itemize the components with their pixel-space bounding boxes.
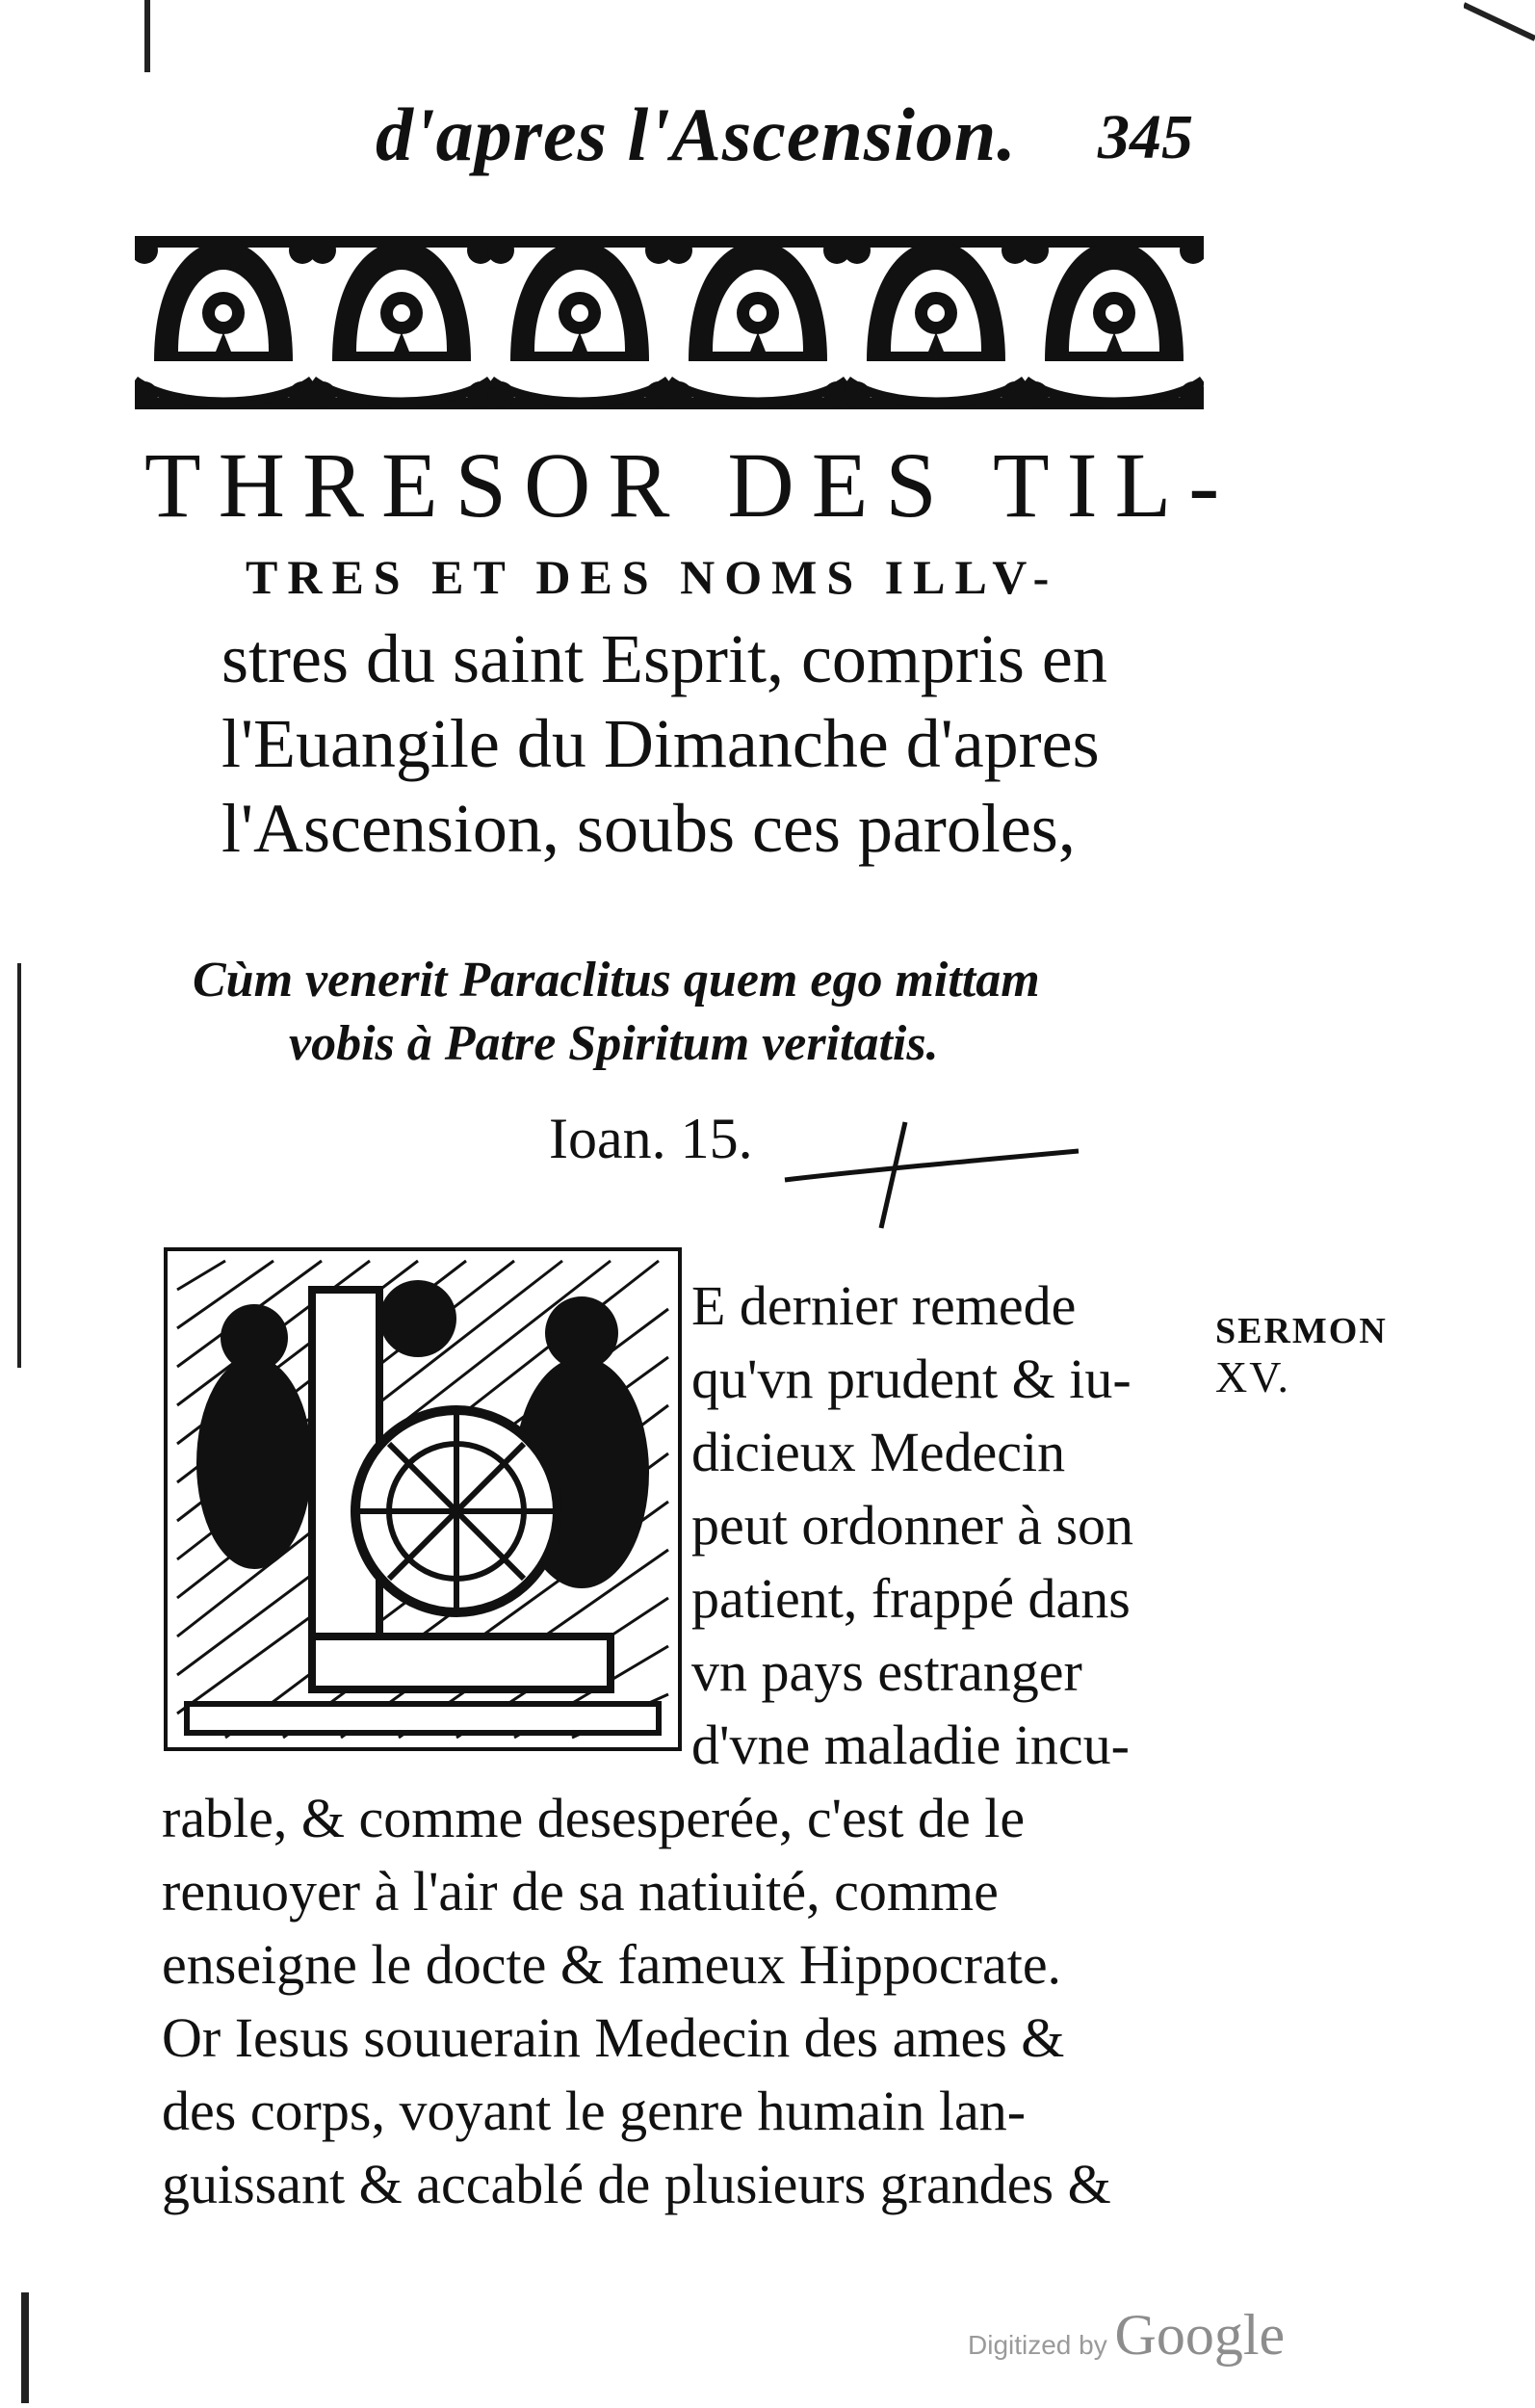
body-line: dicieux Medecin [691, 1421, 1066, 1483]
digitized-by-google-watermark [968, 2302, 1285, 2369]
body-line: rable, & comme desesperée, c'est de le [162, 1787, 1026, 1849]
title-line-1: THRESOR DES TIL- [144, 433, 1237, 537]
scan-edge-bottom-left [21, 2292, 29, 2403]
google-wordmark: Google [1114, 2303, 1286, 2367]
body-line: qu'vn prudent & iu- [691, 1348, 1132, 1410]
scan-corner-top-right [1464, 0, 1535, 58]
body-line: enseigne le docte & fameux Hippocrate. [162, 1933, 1062, 1996]
scan-edge-top-left [144, 0, 150, 72]
body-line: E dernier remede [691, 1274, 1077, 1337]
running-head: d'apres l'Ascension. [376, 92, 1017, 176]
handwritten-strike-mark [780, 1112, 1088, 1238]
digitized-prefix: Digitized by [968, 2330, 1107, 2360]
sermon-label: SERMON [1215, 1311, 1388, 1351]
body-line: guissant & accablé de plusieurs grandes & [162, 2153, 1111, 2215]
title-line-5: l'Ascension, soubs ces paroles, [221, 790, 1076, 867]
title-line-3: stres du saint Esprit, compris en [221, 620, 1107, 697]
verse-line-2: vobis à Patre Spiritum veritatis. [289, 1016, 939, 1071]
body-line: renuoyer à l'air de sa natiuité, comme [162, 1860, 999, 1923]
sermon-number: XV. [1215, 1352, 1291, 1401]
title-line-4: l'Euangile du Dimanche d'apres [221, 705, 1100, 782]
sermon-body [162, 1269, 1202, 2221]
body-line: des corps, voyant le genre humain lan- [162, 2080, 1027, 2142]
body-line: vn pays estranger [691, 1640, 1082, 1703]
body-line: d'vne maladie incu- [691, 1714, 1130, 1776]
title-continuation [221, 616, 1213, 871]
title-line-2: TRES ET DES NOMS ILLV- [246, 550, 1059, 604]
ornamental-headpiece [135, 217, 1204, 424]
body-line: peut ordonner à son [691, 1494, 1134, 1557]
page-number: 345 [1098, 102, 1193, 172]
scan-edge-left [17, 963, 21, 1368]
verse-reference: Ioan. 15. [549, 1107, 753, 1170]
body-line: Or Iesus souuerain Medecin des ames & [162, 2006, 1065, 2069]
marginal-sermon-note [1215, 1308, 1388, 1401]
verse-line-1: Cùm venerit Paraclitus quem ego mittam [193, 953, 1040, 1008]
latin-verse [193, 949, 1213, 1076]
body-line: patient, frappé dans [691, 1567, 1131, 1630]
